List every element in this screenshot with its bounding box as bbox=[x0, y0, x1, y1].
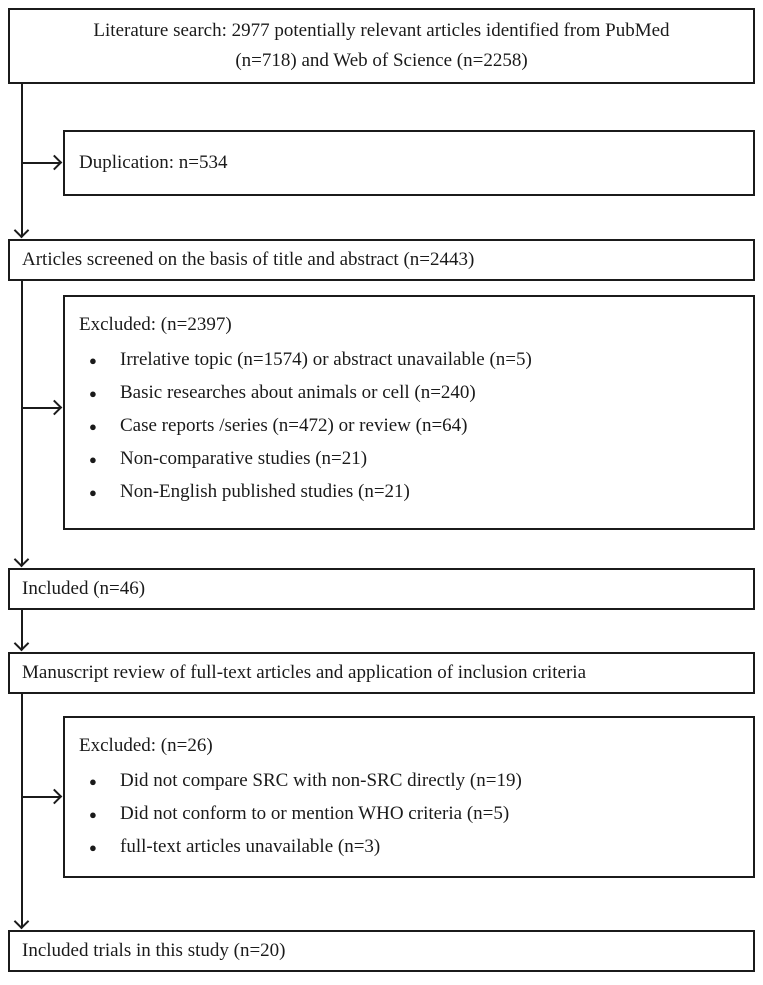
arrowhead-right-icon bbox=[47, 789, 63, 805]
excluded-screening-title: Excluded: (n=2397) bbox=[79, 314, 232, 335]
excluded-screening-box bbox=[63, 295, 755, 530]
literature-search-line2: (n=718) and Web of Science (n=2258) bbox=[235, 50, 528, 71]
list-item bbox=[79, 443, 739, 476]
list-item bbox=[79, 476, 739, 509]
excluded-fulltext-box bbox=[63, 716, 755, 878]
duplication-box bbox=[63, 130, 755, 196]
excluded-item-text: Did not compare SRC with non-SRC directly (n=19) bbox=[120, 770, 522, 791]
list-item bbox=[79, 377, 739, 410]
bullet-icon: ● bbox=[89, 485, 97, 500]
bullet-icon: ● bbox=[89, 807, 97, 822]
screened-box bbox=[8, 239, 755, 281]
included-trials-box bbox=[8, 930, 755, 972]
connector-line-1 bbox=[21, 84, 23, 237]
connector-line-4 bbox=[21, 694, 23, 928]
duplication-text: Duplication: n=534 bbox=[79, 152, 228, 173]
arrowhead-down-icon bbox=[14, 223, 30, 239]
arrowhead-down-icon bbox=[14, 636, 30, 652]
list-item bbox=[79, 798, 739, 831]
excluded-item-text: full-text articles unavailable (n=3) bbox=[120, 836, 381, 857]
excluded-fulltext-list bbox=[79, 765, 739, 864]
included-text: Included (n=46) bbox=[22, 578, 146, 599]
literature-search-box bbox=[8, 8, 755, 84]
screened-text: Articles screened on the basis of title and abstract (n=2443) bbox=[22, 249, 475, 270]
list-item bbox=[79, 765, 739, 798]
bullet-icon: ● bbox=[89, 419, 97, 434]
arrowhead-right-icon bbox=[47, 400, 63, 416]
arrowhead-down-icon bbox=[14, 552, 30, 568]
included-box bbox=[8, 568, 755, 610]
bullet-icon: ● bbox=[89, 353, 97, 368]
arrowhead-down-icon bbox=[14, 914, 30, 930]
excluded-item-text: Did not conform to or mention WHO criteria (n=5) bbox=[120, 803, 510, 824]
list-item bbox=[79, 344, 739, 377]
excluded-item-text: Non-English published studies (n=21) bbox=[120, 481, 410, 502]
excluded-screening-list bbox=[79, 344, 739, 509]
bullet-icon: ● bbox=[89, 774, 97, 789]
connector-line-2 bbox=[21, 281, 23, 566]
excluded-item-text: Irrelative topic (n=1574) or abstract unavailable (n=5) bbox=[120, 349, 532, 370]
list-item bbox=[79, 831, 739, 864]
excluded-item-text: Non-comparative studies (n=21) bbox=[120, 448, 368, 469]
excluded-fulltext-title: Excluded: (n=26) bbox=[79, 735, 213, 756]
bullet-icon: ● bbox=[89, 840, 97, 855]
bullet-icon: ● bbox=[89, 452, 97, 467]
excluded-item-text: Basic researches about animals or cell (n=240) bbox=[120, 382, 476, 403]
excluded-item-text: Case reports /series (n=472) or review (n=64) bbox=[120, 415, 468, 436]
literature-search-line1: Literature search: 2977 potentially relevant articles identified from PubMed bbox=[93, 20, 670, 41]
manuscript-review-box bbox=[8, 652, 755, 694]
bullet-icon: ● bbox=[89, 386, 97, 401]
list-item bbox=[79, 410, 739, 443]
arrowhead-right-icon bbox=[47, 155, 63, 171]
included-trials-text: Included trials in this study (n=20) bbox=[22, 940, 286, 961]
manuscript-review-text: Manuscript review of full-text articles and application of inclusion criteria bbox=[22, 662, 586, 683]
